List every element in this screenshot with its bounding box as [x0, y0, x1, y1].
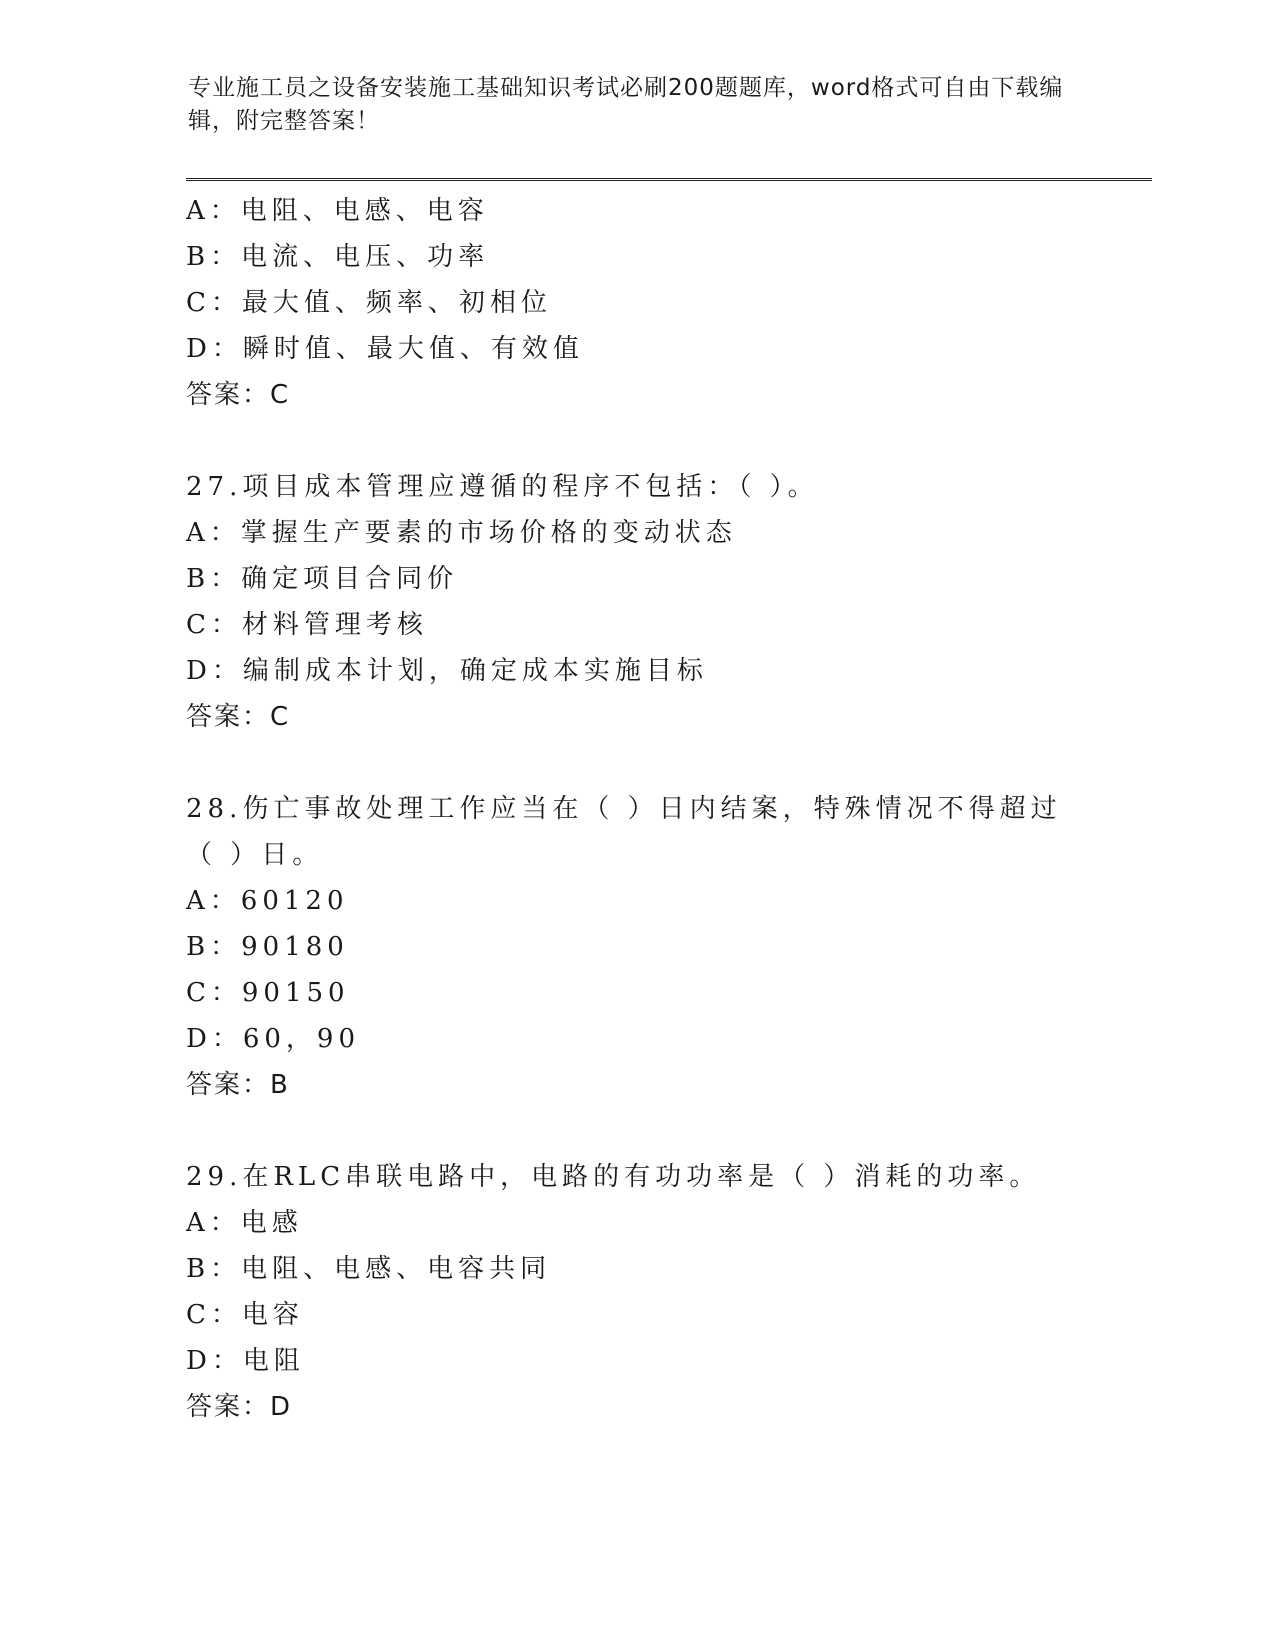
- question-block-26-partial: [186, 188, 1146, 418]
- question-block-27: [186, 464, 1146, 740]
- spacer: [186, 1108, 1146, 1154]
- option-a: A：掌握生产要素的市场价格的变动状态: [186, 518, 737, 548]
- option-b: B：电流、电压、功率: [186, 242, 490, 272]
- question-title: 27.项目成本管理应遵循的程序不包括：（ ）。: [186, 472, 819, 502]
- option-d: D：电阻: [186, 1346, 305, 1376]
- document-title: 专业施工员之设备安装施工基础知识考试必刷200题题库，word格式可自由下载编辑，附完整答案！: [188, 75, 1064, 134]
- option-a: A：电感: [186, 1208, 303, 1238]
- header-divider: [186, 178, 1152, 181]
- option-c: C：90150: [186, 978, 350, 1008]
- option-d: D：瞬时值、最大值、有效值: [186, 334, 584, 364]
- question-title: 29.在RLC串联电路中，电路的有功功率是（ ）消耗的功率。: [186, 1162, 1041, 1192]
- option-a: A：60120: [186, 886, 349, 916]
- option-c: C：材料管理考核: [186, 610, 428, 640]
- answer-line: 答案：C: [186, 380, 291, 410]
- option-b: B：确定项目合同价: [186, 564, 459, 594]
- question-block-29: [186, 1154, 1146, 1430]
- question-block-28: [186, 786, 1146, 1108]
- question-title: 28.伤亡事故处理工作应当在（ ）日内结案，特殊情况不得超过（ ）日。: [186, 794, 1062, 870]
- answer-line: 答案：C: [186, 702, 291, 732]
- option-a: A：电阻、电感、电容: [186, 196, 489, 226]
- question-list: [186, 188, 1146, 1430]
- option-c: C：最大值、频率、初相位: [186, 288, 552, 318]
- page-header: [188, 72, 1088, 138]
- option-b: B：电阻、电感、电容共同: [186, 1254, 552, 1284]
- spacer: [186, 740, 1146, 786]
- answer-line: 答案：B: [186, 1070, 290, 1100]
- option-d: D：编制成本计划，确定成本实施目标: [186, 656, 708, 686]
- spacer: [186, 418, 1146, 464]
- option-c: C：电容: [186, 1300, 304, 1330]
- answer-line: 答案：D: [186, 1392, 293, 1422]
- option-b: B：90180: [186, 932, 349, 962]
- option-d: D：60，90: [186, 1024, 361, 1054]
